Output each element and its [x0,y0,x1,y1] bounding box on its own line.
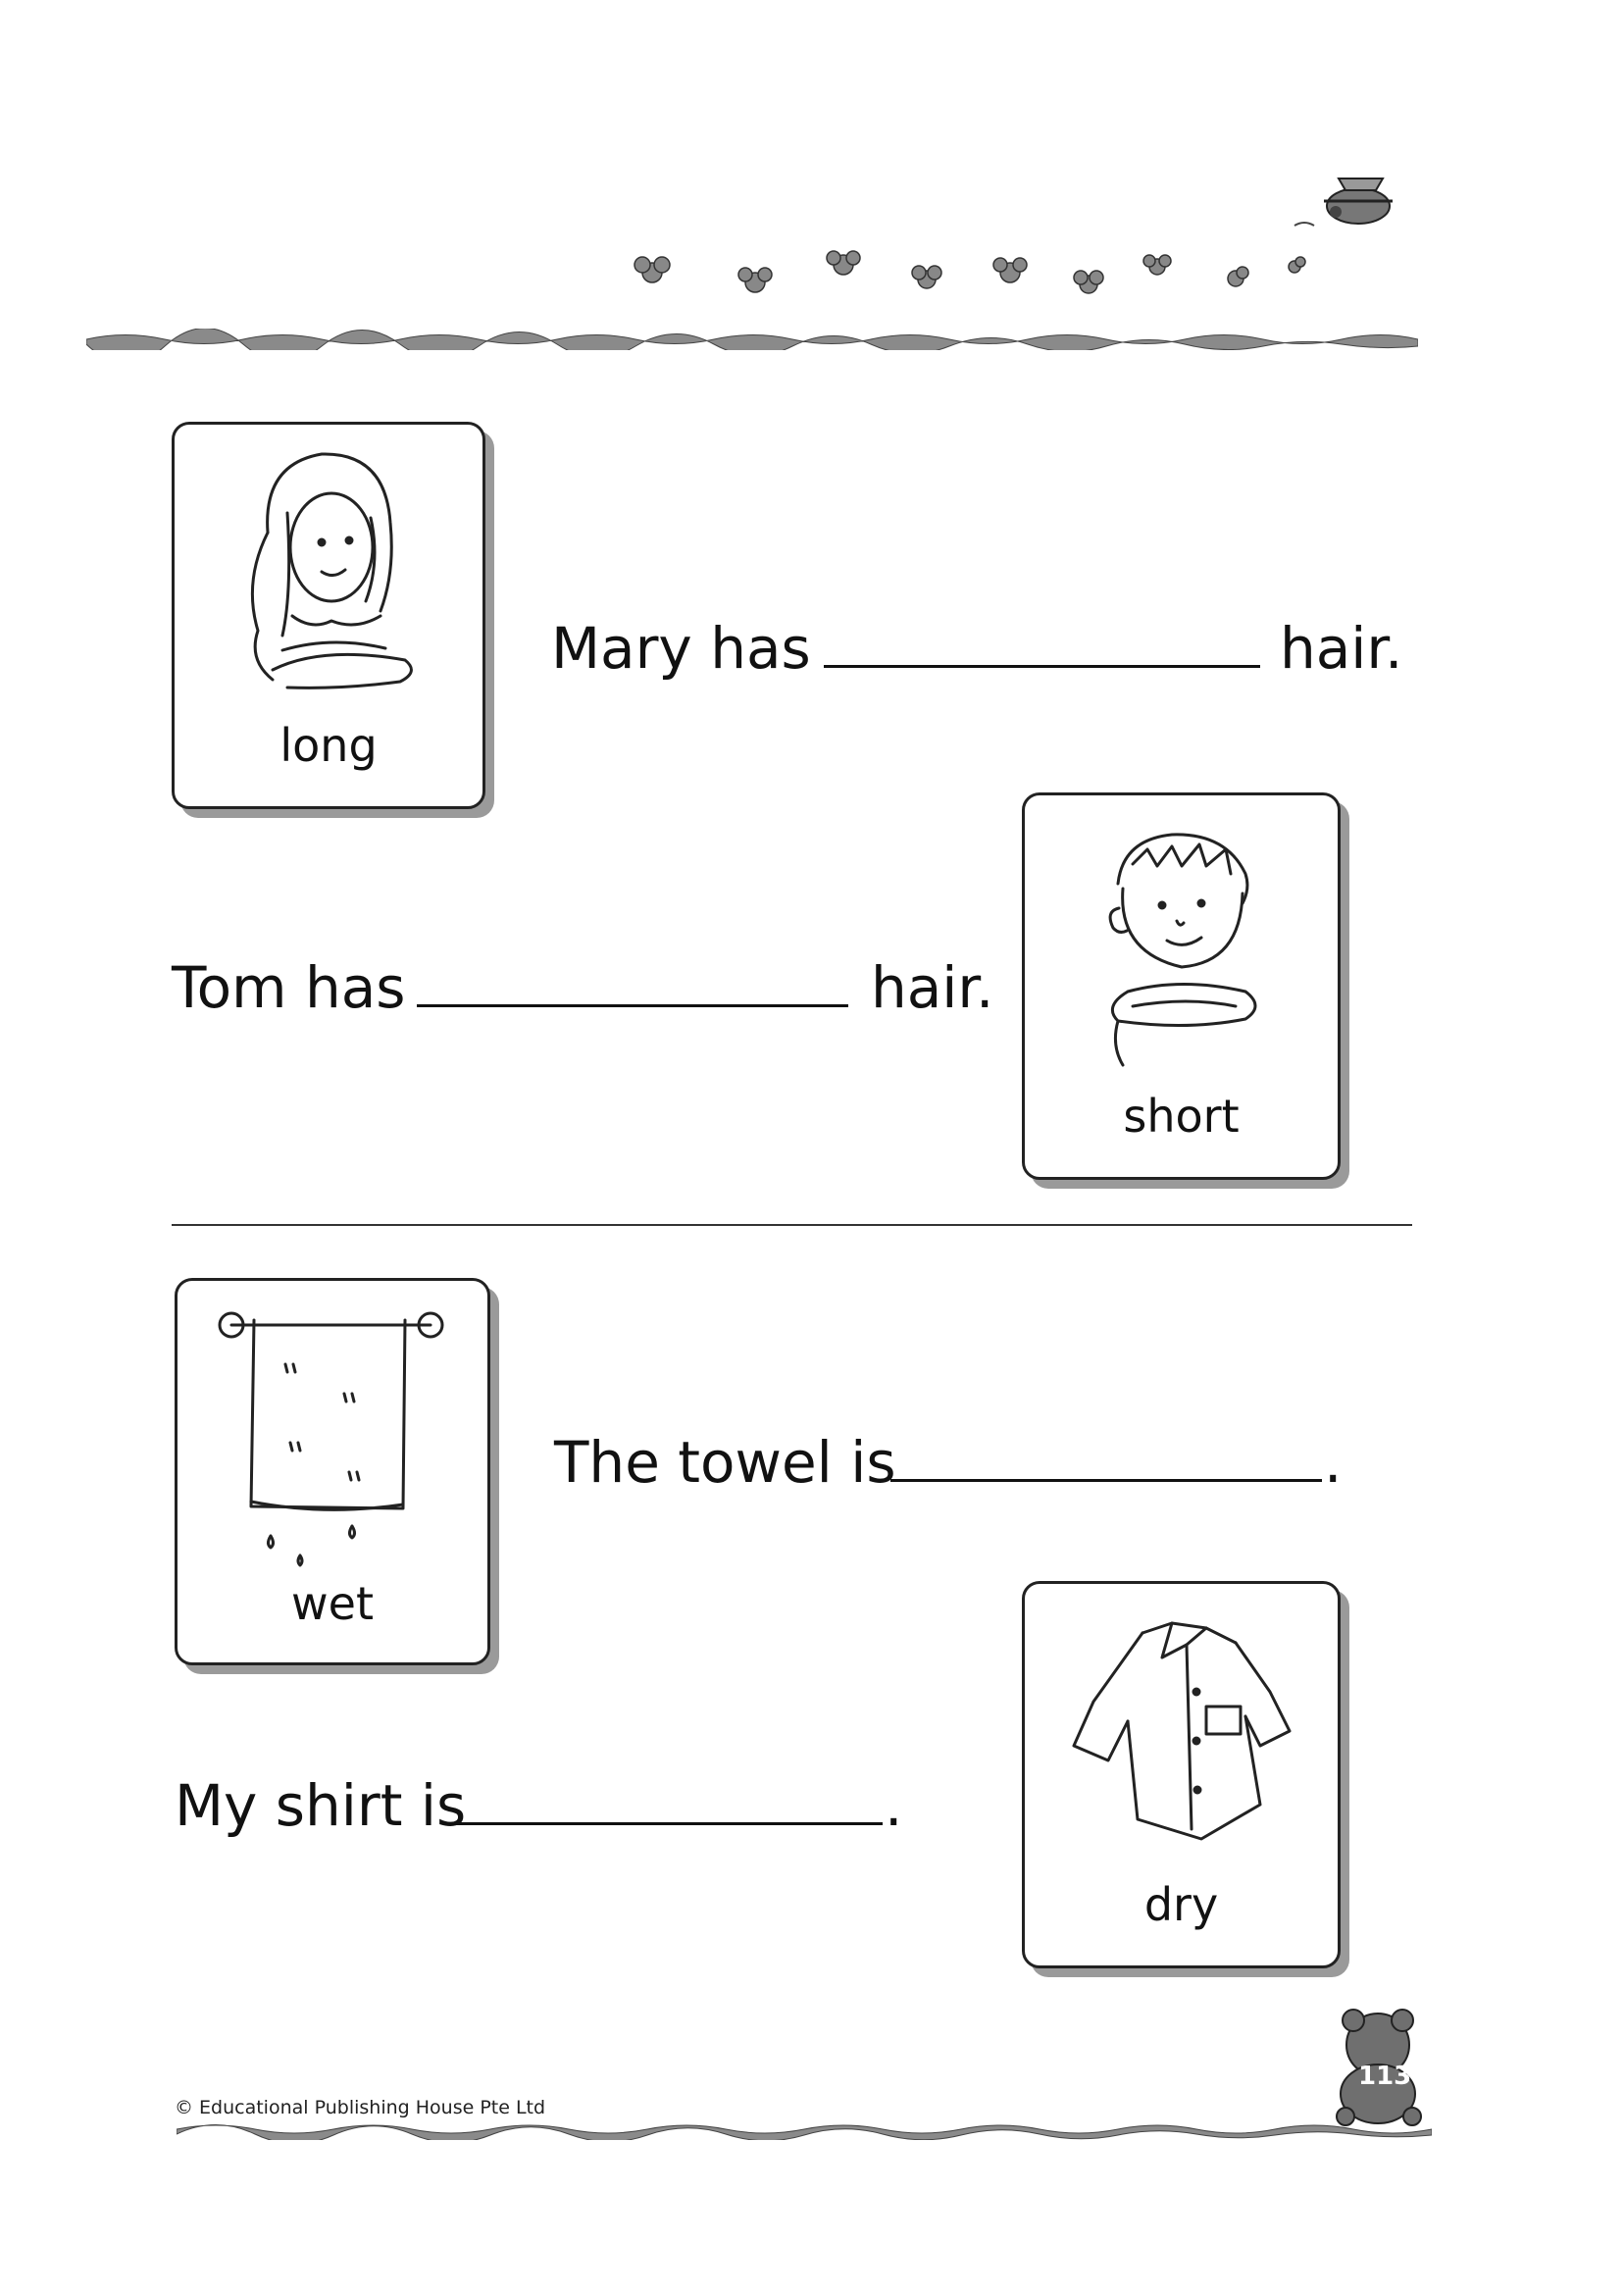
sentence-suffix: . [885,1772,903,1839]
card-label: wet [291,1577,374,1630]
sentence-prefix: Tom has [172,954,406,1021]
sentence-suffix: hair. [871,954,994,1021]
sentence-suffix: hair. [1280,615,1403,682]
flower-trail-icon [608,157,1412,314]
shirt-icon [1025,1584,1338,1878]
girl-long-hair-icon [175,425,482,719]
picture-card-dry [1022,1581,1341,1968]
boy-short-hair-icon [1025,795,1338,1090]
picture-card-wet [175,1278,490,1665]
section-divider [172,1224,1412,1226]
picture-card-short [1022,792,1341,1180]
copyright-text: © Educational Publishing House Pte Ltd [175,2097,546,2118]
answer-blank[interactable] [890,1479,1322,1482]
airplane-icon [1294,178,1393,226]
sentence-prefix: My shirt is [175,1772,467,1839]
card-label: long [279,719,378,772]
sentence-prefix: The towel is [554,1429,896,1496]
sentence-prefix: Mary has [551,615,811,682]
answer-blank[interactable] [451,1822,883,1825]
page-number: 113 [1358,2062,1412,2091]
answer-blank[interactable] [824,665,1260,668]
wet-towel-icon [178,1281,487,1575]
picture-card-long [172,422,485,809]
card-label: dry [1143,1878,1219,1931]
answer-blank[interactable] [417,1004,848,1007]
sentence-suffix: . [1324,1429,1343,1496]
bottom-wavy-rule [177,2118,1432,2140]
card-label: short [1123,1090,1240,1143]
top-wavy-rule [86,329,1418,350]
